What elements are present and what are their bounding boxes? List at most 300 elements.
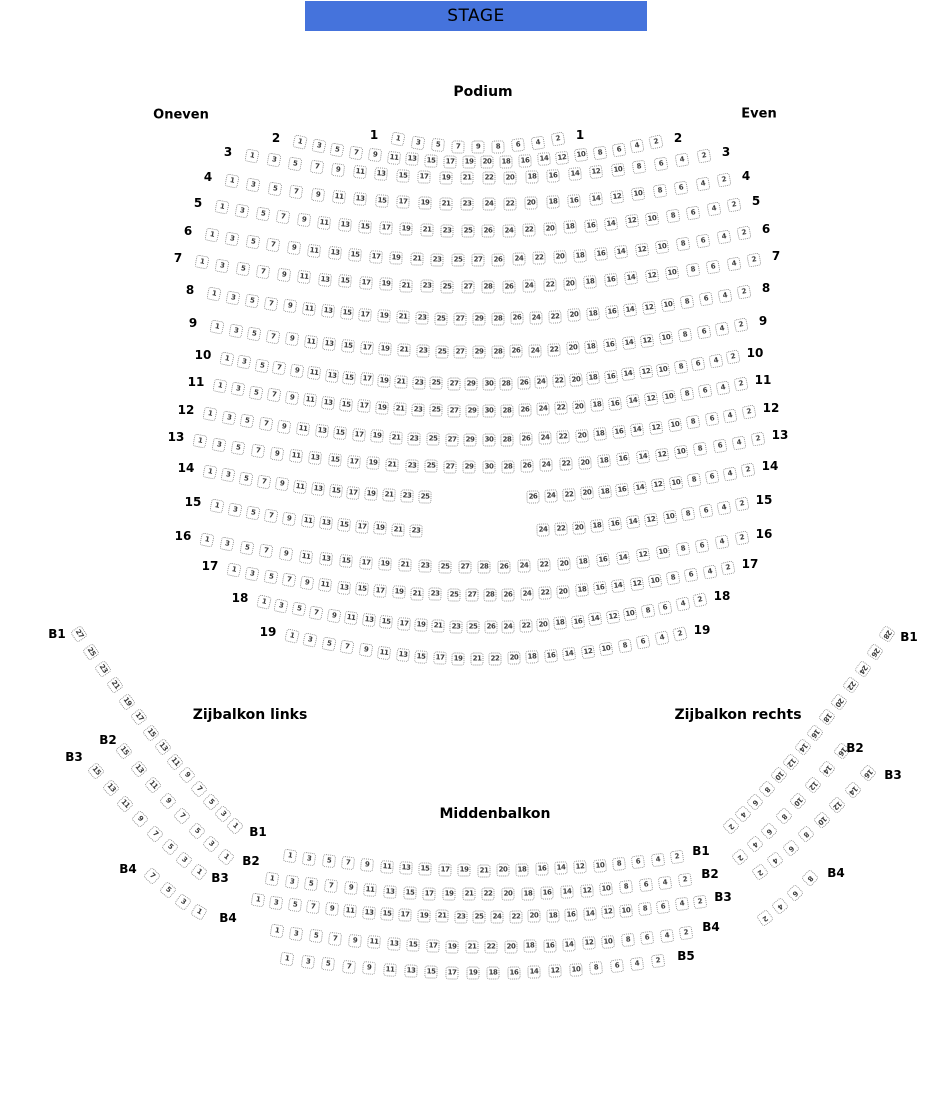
seat-middenbalkon-rowB4-6[interactable]: 6 [640, 931, 654, 945]
seat-zijbalkon-rechts-rowB4-8[interactable]: 8 [801, 869, 819, 887]
seat-podium-row10-18[interactable]: 18 [586, 371, 600, 385]
seat-podium-row10-2[interactable]: 2 [725, 349, 740, 364]
seat-zijbalkon-links-rowB3-3[interactable]: 3 [175, 851, 193, 869]
seat-podium-row7-27[interactable]: 27 [461, 280, 474, 293]
seat-podium-row8-3[interactable]: 3 [225, 290, 240, 305]
seat-podium-row19-9[interactable]: 9 [359, 643, 374, 658]
seat-middenbalkon-rowB4-9[interactable]: 9 [348, 934, 362, 948]
seat-podium-row10-3[interactable]: 3 [237, 355, 252, 370]
seat-podium-row7-8[interactable]: 8 [685, 263, 700, 278]
seat-middenbalkon-rowB5-4[interactable]: 4 [630, 956, 644, 970]
seat-podium-row12-29[interactable]: 29 [464, 433, 477, 446]
seat-podium-row19-20[interactable]: 20 [507, 652, 521, 666]
seat-podium-row18-19[interactable]: 19 [414, 618, 428, 632]
seat-podium-row15-1[interactable]: 1 [209, 498, 224, 513]
seat-podium-row12-24[interactable]: 24 [538, 431, 552, 445]
seat-middenbalkon-rowB5-1[interactable]: 1 [280, 952, 295, 967]
seat-podium-row6-6[interactable]: 6 [696, 233, 711, 248]
seat-podium-row11-6[interactable]: 6 [698, 383, 713, 398]
seat-podium-row17-26[interactable]: 26 [502, 588, 515, 601]
seat-middenbalkon-rowB3-5[interactable]: 5 [288, 898, 303, 913]
seat-podium-row6-27[interactable]: 27 [471, 253, 484, 266]
seat-podium-row7-7[interactable]: 7 [256, 265, 271, 280]
seat-zijbalkon-rechts-rowB1-2[interactable]: 2 [722, 817, 740, 835]
seat-podium-row10-21[interactable]: 21 [395, 375, 409, 389]
seat-middenbalkon-rowB4-7[interactable]: 7 [328, 931, 342, 945]
seat-podium-row10-6[interactable]: 6 [691, 356, 706, 371]
seat-podium-row4-20[interactable]: 20 [525, 196, 539, 210]
seat-podium-row9-8[interactable]: 8 [677, 328, 692, 343]
seat-podium-row14-2[interactable]: 2 [740, 462, 755, 477]
seat-podium-row15-24[interactable]: 24 [536, 523, 550, 537]
seat-podium-row4-10[interactable]: 10 [631, 187, 646, 202]
seat-zijbalkon-links-rowB3-15[interactable]: 15 [87, 762, 105, 780]
seat-podium-row11-9[interactable]: 9 [285, 391, 300, 406]
seat-middenbalkon-rowB3-12[interactable]: 12 [601, 905, 615, 919]
seat-podium-row11-25[interactable]: 25 [429, 404, 442, 417]
seat-podium-row8-2[interactable]: 2 [736, 284, 751, 299]
seat-podium-row13-14[interactable]: 14 [635, 450, 649, 464]
seat-podium-row1-6[interactable]: 6 [511, 138, 525, 152]
seat-podium-row18-25[interactable]: 25 [467, 620, 480, 633]
seat-podium-row3-10[interactable]: 10 [611, 162, 625, 176]
seat-middenbalkon-rowB1-11[interactable]: 11 [380, 860, 394, 874]
seat-zijbalkon-rechts-rowB2-4[interactable]: 4 [745, 835, 763, 853]
seat-podium-row3-19[interactable]: 19 [439, 171, 452, 184]
seat-middenbalkon-rowB1-2[interactable]: 2 [670, 850, 685, 865]
seat-podium-row11-21[interactable]: 21 [393, 402, 407, 416]
seat-podium-row2-6[interactable]: 6 [611, 142, 626, 157]
seat-podium-row16-17[interactable]: 17 [359, 556, 373, 570]
seat-podium-row8-25[interactable]: 25 [434, 312, 447, 325]
seat-podium-row9-9[interactable]: 9 [285, 332, 300, 347]
seat-podium-row10-27[interactable]: 27 [447, 377, 460, 390]
seat-podium-row5-15[interactable]: 15 [358, 220, 372, 234]
seat-podium-row4-23[interactable]: 23 [461, 198, 474, 211]
seat-podium-row13-13[interactable]: 13 [308, 451, 322, 465]
seat-middenbalkon-rowB3-8[interactable]: 8 [638, 902, 652, 916]
seat-podium-row19-2[interactable]: 2 [672, 626, 688, 642]
seat-podium-row5-2[interactable]: 2 [726, 197, 741, 212]
seat-zijbalkon-rechts-rowB2-2[interactable]: 2 [731, 848, 749, 866]
seat-podium-row9-11[interactable]: 11 [303, 335, 318, 350]
seat-podium-row15-17[interactable]: 17 [355, 520, 369, 534]
seat-zijbalkon-links-rowB2-13[interactable]: 13 [129, 759, 147, 777]
seat-podium-row19-19[interactable]: 19 [452, 652, 465, 665]
seat-podium-row11-20[interactable]: 20 [572, 400, 586, 414]
seat-podium-row18-26[interactable]: 26 [484, 620, 497, 633]
seat-podium-row13-2[interactable]: 2 [750, 431, 765, 446]
seat-podium-row11-7[interactable]: 7 [266, 388, 281, 403]
seat-podium-row4-3[interactable]: 3 [246, 177, 261, 192]
seat-podium-row6-8[interactable]: 8 [675, 236, 690, 251]
seat-zijbalkon-links-rowB2-9[interactable]: 9 [159, 792, 177, 810]
seat-zijbalkon-rechts-rowB2-8[interactable]: 8 [775, 807, 793, 825]
seat-podium-row17-16[interactable]: 16 [593, 581, 607, 595]
seat-podium-row18-23[interactable]: 23 [449, 620, 462, 633]
seat-middenbalkon-rowB2-14[interactable]: 14 [560, 885, 574, 899]
seat-podium-row16-24[interactable]: 24 [517, 559, 531, 573]
seat-podium-row18-11[interactable]: 11 [344, 611, 359, 626]
seat-zijbalkon-rechts-rowB1-26[interactable]: 26 [866, 643, 884, 661]
seat-podium-row12-3[interactable]: 3 [221, 410, 236, 425]
seat-podium-row2-5[interactable]: 5 [330, 142, 345, 157]
seat-podium-row5-5[interactable]: 5 [256, 207, 271, 222]
seat-podium-row10-26[interactable]: 26 [517, 376, 531, 390]
seat-podium-row13-10[interactable]: 10 [674, 445, 689, 460]
seat-middenbalkon-rowB3-15[interactable]: 15 [380, 907, 394, 921]
seat-podium-row17-2[interactable]: 2 [720, 560, 735, 575]
seat-zijbalkon-rechts-rowB1-20[interactable]: 20 [830, 692, 848, 710]
seat-podium-row5-18[interactable]: 18 [563, 220, 577, 234]
seat-podium-row9-4[interactable]: 4 [715, 321, 730, 336]
seat-podium-row18-15[interactable]: 15 [379, 615, 393, 629]
seat-podium-row5-11[interactable]: 11 [317, 215, 331, 229]
seat-podium-row2-15[interactable]: 15 [424, 154, 438, 168]
seat-podium-row10-17[interactable]: 17 [360, 372, 374, 386]
seat-podium-row3-2[interactable]: 2 [696, 148, 711, 163]
seat-podium-row17-25[interactable]: 25 [447, 588, 460, 601]
seat-podium-row16-4[interactable]: 4 [715, 534, 730, 549]
seat-podium-row12-9[interactable]: 9 [277, 419, 292, 434]
seat-podium-row13-23[interactable]: 23 [405, 459, 419, 473]
seat-zijbalkon-rechts-rowB2-6[interactable]: 6 [760, 822, 778, 840]
seat-podium-row15-14[interactable]: 14 [626, 515, 641, 530]
seat-zijbalkon-links-rowB4-7[interactable]: 7 [143, 867, 161, 885]
seat-podium-row5-23[interactable]: 23 [441, 224, 454, 237]
seat-middenbalkon-rowB1-21[interactable]: 21 [477, 864, 490, 877]
seat-podium-row19-6[interactable]: 6 [635, 635, 650, 650]
seat-zijbalkon-rechts-rowB3-8[interactable]: 8 [797, 825, 815, 843]
seat-podium-row4-21[interactable]: 21 [439, 198, 452, 211]
seat-podium-row16-25[interactable]: 25 [438, 560, 451, 573]
seat-zijbalkon-links-rowB3-9[interactable]: 9 [131, 810, 149, 828]
seat-zijbalkon-links-rowB1-19[interactable]: 19 [118, 692, 136, 710]
seat-podium-row13-5[interactable]: 5 [231, 440, 246, 455]
seat-middenbalkon-rowB3-14[interactable]: 14 [583, 907, 597, 921]
seat-podium-row3-18[interactable]: 18 [525, 170, 539, 184]
seat-podium-row16-18[interactable]: 18 [576, 555, 590, 569]
seat-middenbalkon-rowB3-22[interactable]: 22 [509, 910, 522, 923]
seat-podium-row9-15[interactable]: 15 [341, 339, 355, 353]
seat-podium-row6-10[interactable]: 10 [655, 240, 670, 255]
seat-podium-row12-7[interactable]: 7 [258, 416, 273, 431]
seat-podium-row9-21[interactable]: 21 [397, 343, 411, 357]
seat-podium-row2-12[interactable]: 12 [555, 150, 569, 164]
seat-podium-row17-5[interactable]: 5 [263, 569, 278, 584]
seat-podium-row14-22[interactable]: 22 [562, 488, 576, 502]
seat-podium-row13-28[interactable]: 28 [501, 460, 514, 473]
seat-podium-row14-23[interactable]: 23 [400, 490, 414, 504]
seat-podium-row10-12[interactable]: 12 [638, 365, 653, 380]
seat-podium-row10-10[interactable]: 10 [656, 362, 671, 377]
seat-podium-row11-2[interactable]: 2 [733, 376, 748, 391]
seat-middenbalkon-rowB3-3[interactable]: 3 [269, 895, 284, 910]
seat-middenbalkon-rowB4-12[interactable]: 12 [582, 936, 596, 950]
seat-podium-row14-12[interactable]: 12 [651, 478, 666, 493]
seat-podium-row12-16[interactable]: 16 [612, 425, 626, 439]
seat-podium-row5-4[interactable]: 4 [706, 201, 721, 216]
seat-podium-row3-8[interactable]: 8 [632, 159, 647, 174]
seat-middenbalkon-rowB5-10[interactable]: 10 [569, 963, 583, 977]
seat-podium-row11-18[interactable]: 18 [590, 398, 604, 412]
seat-podium-row6-19[interactable]: 19 [389, 251, 403, 265]
seat-podium-row7-9[interactable]: 9 [276, 268, 291, 283]
seat-middenbalkon-rowB2-5[interactable]: 5 [304, 877, 318, 891]
seat-middenbalkon-rowB4-18[interactable]: 18 [523, 940, 536, 953]
seat-podium-row13-8[interactable]: 8 [693, 442, 708, 457]
seat-zijbalkon-links-rowB4-5[interactable]: 5 [159, 881, 177, 899]
seat-podium-row17-21[interactable]: 21 [410, 587, 424, 601]
seat-podium-row10-24[interactable]: 24 [534, 375, 548, 389]
seat-podium-row2-1[interactable]: 1 [292, 134, 308, 150]
seat-zijbalkon-links-rowB3-7[interactable]: 7 [146, 824, 164, 842]
seat-podium-row12-27[interactable]: 27 [445, 433, 458, 446]
seat-podium-row16-10[interactable]: 10 [655, 545, 670, 560]
seat-podium-row11-26[interactable]: 26 [519, 403, 532, 416]
seat-middenbalkon-rowB5-17[interactable]: 17 [445, 966, 458, 979]
seat-zijbalkon-links-rowB3-13[interactable]: 13 [102, 779, 120, 797]
seat-zijbalkon-links-rowB1-13[interactable]: 13 [154, 738, 172, 756]
seat-podium-row3-7[interactable]: 7 [309, 159, 324, 174]
seat-zijbalkon-rechts-rowB4-4[interactable]: 4 [771, 897, 789, 915]
seat-zijbalkon-links-rowB2-15[interactable]: 15 [115, 742, 133, 760]
seat-podium-row13-9[interactable]: 9 [270, 446, 285, 461]
seat-podium-row13-24[interactable]: 24 [540, 458, 554, 472]
seat-podium-row19-13[interactable]: 13 [396, 648, 410, 662]
seat-podium-row12-4[interactable]: 4 [723, 408, 738, 423]
seat-podium-row10-14[interactable]: 14 [621, 367, 636, 382]
seat-podium-row6-26[interactable]: 26 [492, 253, 505, 266]
seat-middenbalkon-rowB1-9[interactable]: 9 [360, 858, 374, 872]
seat-podium-row12-8[interactable]: 8 [686, 415, 701, 430]
seat-podium-row2-11[interactable]: 11 [387, 150, 401, 164]
seat-podium-row8-12[interactable]: 12 [642, 300, 657, 315]
seat-podium-row13-3[interactable]: 3 [212, 437, 227, 452]
seat-middenbalkon-rowB1-8[interactable]: 8 [612, 857, 626, 871]
seat-podium-row14-14[interactable]: 14 [633, 480, 648, 495]
seat-podium-row17-12[interactable]: 12 [629, 577, 644, 592]
seat-podium-row3-13[interactable]: 13 [374, 167, 388, 181]
seat-middenbalkon-rowB1-18[interactable]: 18 [516, 863, 529, 876]
seat-podium-row16-3[interactable]: 3 [219, 536, 234, 551]
seat-podium-row9-23[interactable]: 23 [416, 344, 429, 357]
seat-zijbalkon-links-rowB1-21[interactable]: 21 [106, 676, 124, 694]
seat-podium-row17-22[interactable]: 22 [538, 586, 552, 600]
seat-podium-row8-21[interactable]: 21 [396, 310, 410, 324]
seat-middenbalkon-rowB2-6[interactable]: 6 [638, 878, 652, 892]
seat-podium-row4-8[interactable]: 8 [652, 184, 667, 199]
seat-podium-row18-20[interactable]: 20 [536, 618, 550, 632]
seat-zijbalkon-links-rowB1-17[interactable]: 17 [130, 708, 148, 726]
seat-zijbalkon-links-rowB1-27[interactable]: 27 [70, 625, 88, 643]
seat-zijbalkon-rechts-rowB1-24[interactable]: 24 [854, 660, 872, 678]
seat-middenbalkon-rowB5-9[interactable]: 9 [362, 961, 376, 975]
seat-podium-row11-28[interactable]: 28 [501, 404, 514, 417]
seat-podium-row17-17[interactable]: 17 [373, 584, 387, 598]
seat-podium-row16-13[interactable]: 13 [319, 552, 333, 566]
seat-podium-row10-22[interactable]: 22 [552, 374, 566, 388]
seat-podium-row14-1[interactable]: 1 [202, 464, 217, 479]
seat-podium-row2-16[interactable]: 16 [518, 154, 532, 168]
seat-podium-row1-8[interactable]: 8 [491, 140, 505, 154]
seat-podium-row5-13[interactable]: 13 [338, 218, 352, 232]
seat-zijbalkon-links-rowB1-23[interactable]: 23 [94, 660, 112, 678]
seat-podium-row13-16[interactable]: 16 [616, 452, 630, 466]
seat-podium-row13-18[interactable]: 18 [597, 454, 611, 468]
seat-podium-row14-10[interactable]: 10 [669, 475, 684, 490]
seat-podium-row3-3[interactable]: 3 [266, 152, 281, 167]
seat-podium-row15-7[interactable]: 7 [264, 508, 279, 523]
seat-podium-row17-27[interactable]: 27 [465, 588, 478, 601]
seat-podium-row2-10[interactable]: 10 [574, 148, 589, 163]
seat-middenbalkon-rowB2-8[interactable]: 8 [619, 880, 633, 894]
seat-podium-row16-15[interactable]: 15 [339, 554, 353, 568]
seat-podium-row9-17[interactable]: 17 [360, 341, 374, 355]
seat-middenbalkon-rowB3-11[interactable]: 11 [343, 904, 357, 918]
seat-podium-row17-9[interactable]: 9 [300, 575, 315, 590]
seat-podium-row5-12[interactable]: 12 [624, 214, 638, 228]
seat-podium-row11-27[interactable]: 27 [447, 404, 460, 417]
seat-podium-row4-14[interactable]: 14 [589, 192, 603, 206]
seat-zijbalkon-rechts-rowB3-10[interactable]: 10 [813, 811, 831, 829]
seat-podium-row6-4[interactable]: 4 [716, 229, 731, 244]
seat-podium-row7-17[interactable]: 17 [359, 276, 373, 290]
seat-podium-row13-30[interactable]: 30 [482, 460, 495, 473]
seat-podium-row7-12[interactable]: 12 [645, 269, 659, 283]
seat-podium-row5-16[interactable]: 16 [584, 219, 598, 233]
seat-podium-row3-4[interactable]: 4 [675, 152, 690, 167]
seat-podium-row18-3[interactable]: 3 [274, 598, 289, 613]
seat-podium-row9-18[interactable]: 18 [584, 340, 598, 354]
seat-podium-row18-14[interactable]: 14 [588, 612, 603, 627]
seat-podium-row14-25[interactable]: 25 [418, 490, 431, 503]
seat-podium-row3-12[interactable]: 12 [589, 165, 603, 179]
seat-podium-row19-17[interactable]: 17 [433, 651, 447, 665]
seat-podium-row14-17[interactable]: 17 [346, 486, 360, 500]
seat-podium-row7-24[interactable]: 24 [522, 279, 535, 292]
seat-podium-row13-15[interactable]: 15 [328, 453, 342, 467]
seat-podium-row12-5[interactable]: 5 [240, 413, 255, 428]
seat-podium-row2-14[interactable]: 14 [537, 152, 551, 166]
seat-podium-row13-26[interactable]: 26 [520, 459, 533, 472]
seat-podium-row14-21[interactable]: 21 [382, 488, 396, 502]
seat-podium-row2-20[interactable]: 20 [481, 155, 494, 168]
seat-zijbalkon-links-rowB3-1[interactable]: 1 [190, 863, 208, 881]
seat-middenbalkon-rowB1-4[interactable]: 4 [650, 852, 665, 867]
seat-podium-row17-6[interactable]: 6 [684, 568, 699, 583]
seat-podium-row14-11[interactable]: 11 [292, 479, 307, 494]
seat-podium-row1-2[interactable]: 2 [550, 131, 565, 146]
seat-podium-row17-28[interactable]: 28 [484, 588, 497, 601]
seat-podium-row10-23[interactable]: 23 [412, 376, 426, 390]
seat-podium-row13-20[interactable]: 20 [578, 456, 592, 470]
seat-zijbalkon-links-rowB2-3[interactable]: 3 [202, 835, 220, 853]
seat-podium-row9-29[interactable]: 29 [472, 345, 485, 358]
seat-middenbalkon-rowB5-15[interactable]: 15 [425, 965, 438, 978]
seat-middenbalkon-rowB4-4[interactable]: 4 [659, 928, 674, 943]
seat-podium-row17-7[interactable]: 7 [281, 573, 296, 588]
seat-podium-row4-1[interactable]: 1 [224, 173, 239, 188]
seat-podium-row7-22[interactable]: 22 [543, 278, 557, 292]
seat-middenbalkon-rowB1-10[interactable]: 10 [593, 859, 607, 873]
seat-podium-row4-19[interactable]: 19 [418, 197, 432, 211]
seat-podium-row15-23[interactable]: 23 [409, 524, 423, 538]
seat-podium-row17-11[interactable]: 11 [318, 578, 333, 593]
seat-podium-row16-11[interactable]: 11 [299, 549, 314, 564]
seat-podium-row8-28[interactable]: 28 [491, 312, 504, 325]
seat-podium-row8-6[interactable]: 6 [699, 292, 714, 307]
seat-podium-row5-26[interactable]: 26 [482, 224, 495, 237]
seat-middenbalkon-rowB5-14[interactable]: 14 [528, 965, 542, 979]
seat-podium-row9-27[interactable]: 27 [454, 345, 467, 358]
seat-middenbalkon-rowB4-17[interactable]: 17 [426, 939, 440, 953]
seat-podium-row19-22[interactable]: 22 [489, 652, 502, 665]
seat-middenbalkon-rowB5-18[interactable]: 18 [487, 966, 500, 979]
seat-zijbalkon-rechts-rowB1-22[interactable]: 22 [842, 676, 860, 694]
seat-podium-row9-25[interactable]: 25 [435, 345, 448, 358]
seat-podium-row14-9[interactable]: 9 [274, 477, 289, 492]
seat-podium-row19-11[interactable]: 11 [377, 646, 392, 661]
seat-podium-row14-19[interactable]: 19 [364, 487, 378, 501]
seat-podium-row7-13[interactable]: 13 [318, 272, 332, 286]
seat-middenbalkon-rowB2-19[interactable]: 19 [442, 887, 455, 900]
seat-podium-row11-16[interactable]: 16 [608, 396, 622, 410]
seat-middenbalkon-rowB1-16[interactable]: 16 [535, 863, 549, 877]
seat-middenbalkon-rowB5-8[interactable]: 8 [589, 961, 603, 975]
seat-podium-row15-22[interactable]: 22 [554, 522, 568, 536]
seat-podium-row14-15[interactable]: 15 [328, 484, 342, 498]
seat-podium-row5-3[interactable]: 3 [235, 203, 250, 218]
seat-zijbalkon-rechts-rowB2-12[interactable]: 12 [804, 776, 822, 794]
seat-podium-row5-17[interactable]: 17 [379, 221, 393, 235]
seat-podium-row6-5[interactable]: 5 [245, 235, 260, 250]
seat-podium-row15-3[interactable]: 3 [228, 502, 243, 517]
seat-podium-row7-18[interactable]: 18 [583, 275, 597, 289]
seat-podium-row5-14[interactable]: 14 [604, 217, 618, 231]
seat-zijbalkon-rechts-rowB4-6[interactable]: 6 [786, 884, 804, 902]
seat-podium-row15-4[interactable]: 4 [716, 500, 731, 515]
seat-podium-row4-24[interactable]: 24 [482, 198, 495, 211]
seat-podium-row16-7[interactable]: 7 [259, 543, 274, 558]
seat-podium-row5-9[interactable]: 9 [297, 213, 312, 228]
seat-podium-row17-13[interactable]: 13 [337, 580, 351, 594]
seat-podium-row10-9[interactable]: 9 [289, 364, 304, 379]
seat-podium-row14-26[interactable]: 26 [526, 490, 540, 504]
seat-podium-row3-14[interactable]: 14 [568, 167, 582, 181]
seat-podium-row3-15[interactable]: 15 [396, 169, 410, 183]
seat-middenbalkon-rowB4-22[interactable]: 22 [485, 940, 498, 953]
seat-podium-row18-17[interactable]: 17 [397, 617, 411, 631]
seat-middenbalkon-rowB4-19[interactable]: 19 [446, 940, 459, 953]
seat-podium-row6-22[interactable]: 22 [533, 252, 547, 266]
seat-podium-row6-3[interactable]: 3 [225, 231, 240, 246]
seat-podium-row7-11[interactable]: 11 [297, 270, 311, 284]
seat-middenbalkon-rowB2-10[interactable]: 10 [599, 882, 613, 896]
seat-podium-row13-25[interactable]: 25 [424, 460, 437, 473]
seat-middenbalkon-rowB1-17[interactable]: 17 [438, 863, 451, 876]
seat-zijbalkon-rechts-rowB1-8[interactable]: 8 [758, 780, 776, 798]
seat-podium-row7-3[interactable]: 3 [215, 258, 230, 273]
seat-zijbalkon-rechts-rowB3-12[interactable]: 12 [828, 796, 846, 814]
seat-podium-row7-16[interactable]: 16 [604, 273, 618, 287]
seat-podium-row12-11[interactable]: 11 [296, 422, 311, 437]
seat-podium-row12-12[interactable]: 12 [649, 420, 664, 435]
seat-podium-row13-19[interactable]: 19 [366, 457, 380, 471]
seat-middenbalkon-rowB3-16[interactable]: 16 [564, 908, 578, 922]
seat-podium-row6-11[interactable]: 11 [307, 244, 321, 258]
seat-podium-row7-19[interactable]: 19 [379, 278, 393, 292]
